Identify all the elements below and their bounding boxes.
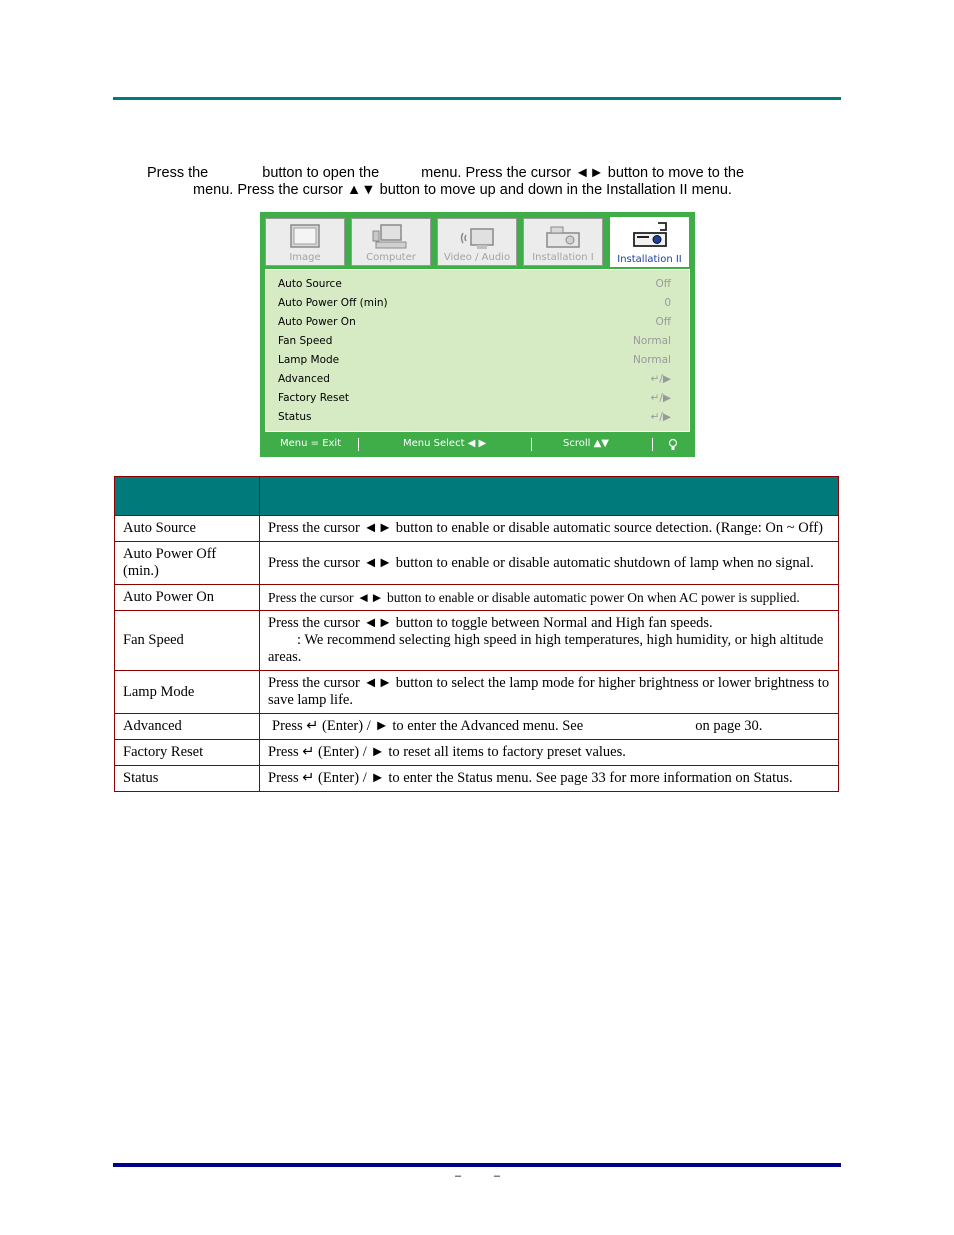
table-row [115,585,839,611]
table-header-item [115,477,260,516]
footer-rule [113,1163,841,1167]
monitor-icon [285,223,325,253]
table-cell-description: Press the cursor ◄► button to enable or disable automatic source detection. (Range: On ~ Off) [260,516,839,542]
table-cell-description: Press the cursor ◄► button to select the lamp mode for higher brightness or lower brightness to save lamp life. [260,671,839,714]
tab-label: Installation I [532,252,594,263]
osd-bottom-bar [265,436,690,453]
table-row [115,542,839,585]
description-text: Press ↵ (Enter) / ► to enter the Advanced menu. See [272,718,584,734]
table-cell-item: Auto Power On [115,585,260,611]
osd-item-label: Fan Speed [278,335,333,347]
divider [531,438,532,451]
osd-settings-panel [265,269,690,432]
osd-item-label: Auto Power Off (min) [278,297,388,309]
tab-image[interactable] [265,218,345,266]
osd-item-value: Off [655,316,671,328]
osd-item-fan-speed[interactable] [278,333,671,352]
osd-menu [260,212,695,457]
osd-item-value: Normal [633,354,671,366]
osd-item-lamp-mode[interactable] [278,352,671,371]
osd-item-label: Auto Power On [278,316,356,328]
tab-label: Image [289,252,321,263]
osd-item-label: Factory Reset [278,392,350,404]
table-cell-description [260,611,839,671]
intro-text: menu. Press the cursor ◄► button to move to the [421,165,745,181]
projector-icon [543,223,583,253]
table-row [115,516,839,542]
footer-dash: – [493,1170,500,1182]
osd-item-label: Lamp Mode [278,354,340,366]
header-rule [113,97,841,100]
description-text: on page 30. [695,718,763,734]
video-audio-icon [457,223,497,253]
table-cell-description: Press the cursor ◄► button to enable or disable automatic power On when AC power is supplied. [260,585,839,611]
table-header-row [115,477,839,516]
table-cell-item: Auto Power Off (min.) [115,542,260,585]
menu-exit-hint: Menu = Exit [280,438,342,449]
footer-dash: – [455,1170,462,1182]
table-cell-item: Factory Reset [115,740,260,766]
intro-text: Press the [147,165,209,181]
intro-text: button to open the [262,165,380,181]
table-row [115,671,839,714]
page-number-area [455,1170,500,1182]
table-cell-item: Advanced [115,714,260,740]
osd-item-advanced[interactable] [278,371,671,390]
osd-item-value: Normal [633,335,671,347]
osd-item-auto-source[interactable] [278,276,671,295]
table-cell-item: Status [115,766,260,792]
computer-icon [371,223,411,253]
tab-installation-i[interactable] [523,218,603,266]
osd-item-auto-power-off[interactable] [278,295,671,314]
osd-item-value: 0 [664,297,671,309]
osd-item-value: Off [655,278,671,290]
osd-item-auto-power-on[interactable] [278,314,671,333]
description-text: Press the cursor ◄► button to toggle between Normal and High fan speeds. [268,615,713,631]
table-cell-item: Auto Source [115,516,260,542]
osd-item-label: Advanced [278,373,330,385]
osd-item-label: Status [278,411,312,423]
table-row [115,611,839,671]
menu-select-hint: Menu Select ◀ ▶ [403,438,487,449]
table-cell-description: Press ↵ (Enter) / ► to enter the Status menu. See page 33 for more information on Status. [260,766,839,792]
divider [652,438,653,451]
osd-item-label: Auto Source [278,278,342,290]
settings-description-table [114,476,839,792]
table-cell-item: Fan Speed [115,611,260,671]
intro-line-1 [147,165,744,182]
osd-item-value: ↵/▶ [650,392,671,404]
lamp-icon [668,438,678,451]
note-text: : We recommend selecting high speed in high temperatures, high humidity, or high altitude areas. [268,632,824,665]
osd-tab-bar [265,217,690,269]
osd-item-value: ↵/▶ [650,411,671,423]
tab-label: Video / Audio [443,252,511,263]
osd-item-value: ↵/▶ [650,373,671,385]
table-cell-description: Press ↵ (Enter) / ► to reset all items to factory preset values. [260,740,839,766]
table-cell-description [260,714,839,740]
tab-computer[interactable] [351,218,431,266]
scroll-hint: Scroll ▲▼ [563,438,609,449]
intro-line-2: menu. Press the cursor ▲▼ button to move up and down in the Installation II menu. [193,182,732,198]
table-row [115,740,839,766]
divider [358,438,359,451]
table-header-description [260,477,839,516]
tab-installation-ii[interactable] [609,216,690,268]
tab-video-audio[interactable] [437,218,517,266]
table-row [115,766,839,792]
table-row [115,714,839,740]
osd-item-factory-reset[interactable] [278,390,671,409]
osd-item-status[interactable] [278,409,671,428]
tab-label: Computer [366,252,416,263]
projector-settings-icon [630,221,670,251]
table-cell-description: Press the cursor ◄► button to enable or disable automatic shutdown of lamp when no signal. [260,542,839,585]
tab-label: Installation II [617,254,682,265]
table-cell-item: Lamp Mode [115,671,260,714]
